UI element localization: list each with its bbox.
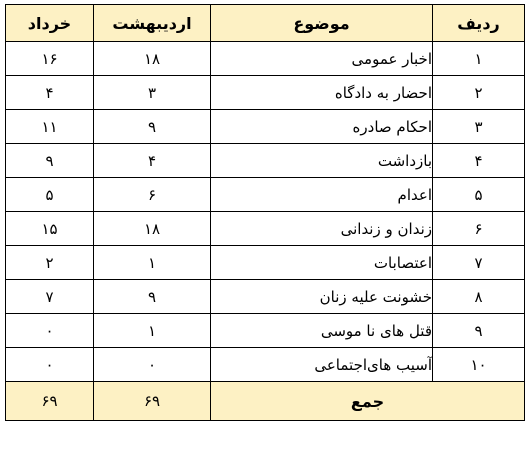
row-khordad: ۱۶ <box>6 42 94 76</box>
row-number: ۷ <box>433 246 525 280</box>
row-topic: قتل های نا موسی <box>211 314 433 348</box>
row-number: ۶ <box>433 212 525 246</box>
row-number: ۹ <box>433 314 525 348</box>
row-topic: احضار به دادگاه <box>211 76 433 110</box>
row-number: ۵ <box>433 178 525 212</box>
table-row <box>6 144 525 178</box>
table-row <box>6 246 525 280</box>
row-topic: زندان و زندانی <box>211 212 433 246</box>
row-khordad: ۰ <box>6 348 94 382</box>
row-topic: احکام صادره <box>211 110 433 144</box>
total-ordibehesht: ۶۹ <box>94 382 211 421</box>
row-number: ۴ <box>433 144 525 178</box>
header-row <box>6 5 525 42</box>
row-topic: اعدام <box>211 178 433 212</box>
row-topic: اعتصابات <box>211 246 433 280</box>
row-topic: خشونت علیه زنان <box>211 280 433 314</box>
row-ordibehesht: ۱۸ <box>94 42 211 76</box>
row-number: ۱ <box>433 42 525 76</box>
row-ordibehesht: ۰ <box>94 348 211 382</box>
table-row <box>6 348 525 382</box>
row-ordibehesht: ۴ <box>94 144 211 178</box>
row-number: ۲ <box>433 76 525 110</box>
header-khordad: خرداد <box>6 5 94 42</box>
table-row <box>6 280 525 314</box>
row-khordad: ۷ <box>6 280 94 314</box>
row-ordibehesht: ۹ <box>94 110 211 144</box>
row-number: ۳ <box>433 110 525 144</box>
table-row <box>6 42 525 76</box>
header-radif: ردیف <box>433 5 525 42</box>
row-khordad: ۲ <box>6 246 94 280</box>
row-khordad: ۱۱ <box>6 110 94 144</box>
row-ordibehesht: ۳ <box>94 76 211 110</box>
total-row <box>6 382 525 421</box>
row-khordad: ۵ <box>6 178 94 212</box>
table-row <box>6 76 525 110</box>
row-number: ۱۰ <box>433 348 525 382</box>
header-ordibehesht: اردیبهشت <box>94 5 211 42</box>
row-ordibehesht: ۱ <box>94 314 211 348</box>
row-khordad: ۹ <box>6 144 94 178</box>
total-khordad: ۶۹ <box>6 382 94 421</box>
row-number: ۸ <box>433 280 525 314</box>
table-row <box>6 212 525 246</box>
row-topic: آسیب های‌اجتماعی <box>211 348 433 382</box>
row-ordibehesht: ۱۸ <box>94 212 211 246</box>
row-ordibehesht: ۹ <box>94 280 211 314</box>
table-row <box>6 110 525 144</box>
row-topic: اخبار عمومی <box>211 42 433 76</box>
report-table <box>5 4 525 421</box>
total-label: جمع <box>211 382 525 421</box>
row-ordibehesht: ۶ <box>94 178 211 212</box>
row-khordad: ۱۵ <box>6 212 94 246</box>
table-row <box>6 314 525 348</box>
row-ordibehesht: ۱ <box>94 246 211 280</box>
row-khordad: ۴ <box>6 76 94 110</box>
table-row <box>6 178 525 212</box>
row-khordad: ۰ <box>6 314 94 348</box>
row-topic: بازداشت <box>211 144 433 178</box>
header-topic: موضوع <box>211 5 433 42</box>
